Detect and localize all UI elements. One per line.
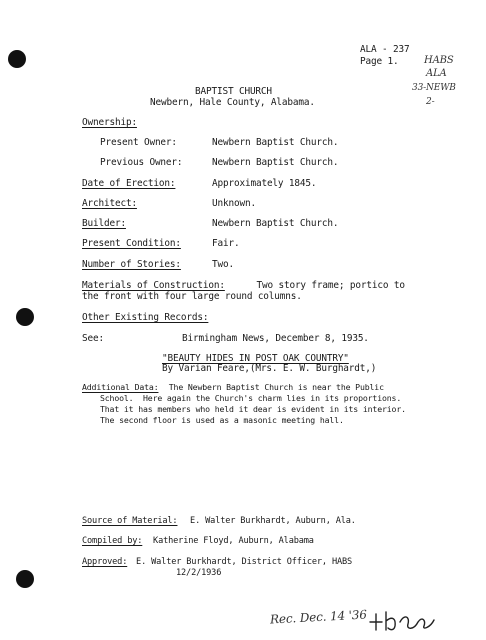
- builder-label: Builder:: [82, 218, 126, 229]
- handwritten-received-note: Rec. Dec. 14 '36: [269, 607, 368, 627]
- date-of-erection-label: Date of Erection:: [82, 178, 176, 189]
- punch-hole-bottom: [16, 570, 34, 588]
- builder-value: Newbern Baptist Church.: [212, 218, 339, 229]
- additional-line-1: The Newbern Baptist Church is near the Public: [164, 382, 384, 392]
- see-label: See:: [82, 333, 104, 344]
- handwritten-habs: HABS: [424, 55, 454, 66]
- materials-line-1: Two story frame; portico to: [240, 280, 405, 291]
- additional-line-3: That it has members who held it dear is evident in its interior.: [100, 404, 406, 414]
- source-value: E. Walter Burkhardt, Auburn, Ala.: [180, 516, 356, 526]
- ownership-label: Ownership:: [82, 117, 137, 128]
- architect-label: Architect:: [82, 198, 137, 209]
- compiled-label: Compiled by:: [82, 536, 143, 546]
- punch-hole-top: [8, 50, 26, 68]
- approved-value: E. Walter Burkhardt, District Officer, HABS: [126, 557, 353, 567]
- see-value: Birmingham News, December 8, 1935.: [182, 333, 369, 344]
- additional-data-label: Additional Data:: [82, 382, 159, 392]
- handwritten-ala: ALA: [426, 68, 447, 79]
- present-condition-label: Present Condition:: [82, 238, 181, 249]
- architect-value: Unknown.: [212, 198, 256, 209]
- article-title: "BEAUTY HIDES IN POST OAK COUNTRY": [162, 353, 349, 364]
- compiled-value: Katherine Floyd, Auburn, Alabama: [143, 536, 314, 546]
- additional-line-2: School. Here again the Church's charm lies in its proportions.: [100, 393, 402, 403]
- approved-label: Approved:: [82, 557, 128, 567]
- materials-label: Materials of Construction:: [82, 280, 225, 291]
- document-title: BAPTIST CHURCH: [195, 86, 272, 97]
- present-owner-value: Newbern Baptist Church.: [212, 137, 339, 148]
- materials-line-2: the front with four large round columns.: [82, 291, 302, 302]
- approved-date: 12/2/1936: [176, 568, 222, 578]
- source-label: Source of Material:: [82, 516, 178, 526]
- number-of-stories-label: Number of Stories:: [82, 259, 181, 270]
- initials-signature: [368, 608, 438, 634]
- handwritten-sheet: 2-: [426, 97, 435, 107]
- handwritten-number: 33-NEWB: [412, 83, 456, 93]
- additional-line-4: The second floor is used as a masonic meeting hall.: [100, 415, 344, 425]
- article-author: By Varian Feare,(Mrs. E. W. Burghardt,): [162, 363, 377, 374]
- punch-hole-middle: [16, 308, 34, 326]
- ref-code: ALA - 237: [360, 44, 410, 55]
- present-owner-label: Present Owner:: [100, 137, 177, 148]
- document-location: Newbern, Hale County, Alabama.: [150, 97, 315, 108]
- page-number: Page 1.: [360, 56, 399, 67]
- number-of-stories-value: Two.: [212, 259, 234, 270]
- other-records-label: Other Existing Records:: [82, 312, 209, 323]
- date-of-erection-value: Approximately 1845.: [212, 178, 317, 189]
- present-condition-value: Fair.: [212, 238, 240, 249]
- previous-owner-value: Newbern Baptist Church.: [212, 157, 339, 168]
- previous-owner-label: Previous Owner:: [100, 157, 183, 168]
